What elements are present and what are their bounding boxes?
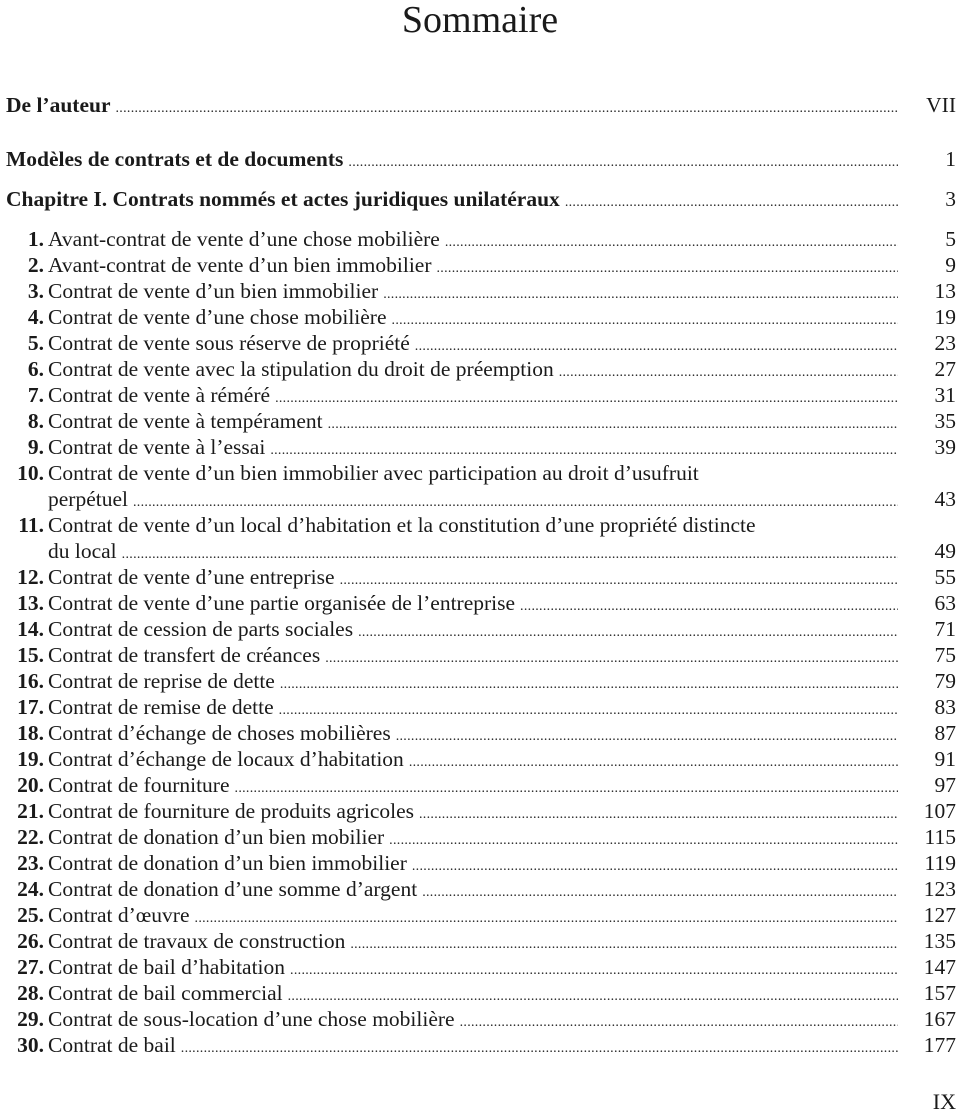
dot-leader: [565, 190, 898, 216]
toc-page-number: 39: [934, 435, 956, 459]
toc-page-number: 107: [923, 799, 956, 823]
toc-entry-title: Contrat d’œuvre: [48, 903, 190, 927]
toc-entry-number: 23.: [17, 851, 44, 875]
toc-entry[interactable]: [0, 564, 960, 590]
toc-entry[interactable]: [0, 902, 960, 928]
toc-entry-title: Contrat de vente avec la stipulation du droit de préemption: [48, 357, 554, 381]
toc-entry-number: 27.: [17, 955, 44, 979]
toc-section-models[interactable]: [0, 146, 960, 172]
toc-entry-title: Avant-contrat de vente d’un bien immobilier: [48, 253, 432, 277]
toc-entry[interactable]: [0, 642, 960, 668]
toc-entry-continuation[interactable]: [48, 486, 960, 512]
toc-entry[interactable]: [0, 1006, 960, 1032]
toc-entry-number: 28.: [17, 981, 44, 1005]
toc-page-number: 119: [924, 851, 956, 875]
toc-entry-title: Contrat de remise de dette: [48, 695, 274, 719]
toc-entry-number: 3.: [27, 279, 44, 303]
toc-entry[interactable]: [0, 252, 960, 278]
toc-entry[interactable]: [0, 382, 960, 408]
toc-entry-title: Avant-contrat de vente d’une chose mobilière: [48, 227, 440, 251]
toc-page-number: 97: [934, 773, 956, 797]
toc-page-number: 91: [934, 747, 956, 771]
toc-section-author[interactable]: [0, 92, 960, 118]
toc-page-number: 75: [934, 643, 956, 667]
toc-page-number: 27: [934, 357, 956, 381]
toc-entry-title: Contrat de vente à tempérament: [48, 409, 323, 433]
toc-entry[interactable]: [0, 772, 960, 798]
toc-entry[interactable]: [0, 824, 960, 850]
toc-page-number: 5: [945, 227, 956, 251]
toc-entry[interactable]: [0, 278, 960, 304]
toc-entry[interactable]: [0, 928, 960, 954]
toc-page-number: 19: [934, 305, 956, 329]
toc-page-number: 127: [923, 903, 956, 927]
toc-entry-title: Contrat de transfert de créances: [48, 643, 321, 667]
toc-entry[interactable]: [0, 668, 960, 694]
toc-entry-continuation[interactable]: [48, 538, 960, 564]
toc-entry-number: 16.: [17, 669, 44, 693]
toc-entry[interactable]: [0, 798, 960, 824]
toc-entry-number: 14.: [17, 617, 44, 641]
toc-entry-title: Contrat de travaux de construction: [48, 929, 346, 953]
toc-entry[interactable]: [0, 876, 960, 902]
toc-page-number: 87: [934, 721, 956, 745]
toc-entry-title: Contrat de donation d’un bien immobilier: [48, 851, 407, 875]
toc-entry-title: Contrat de vente d’une entreprise: [48, 565, 335, 589]
toc-entry-number: 5.: [27, 331, 44, 355]
toc-entry-title: Contrat de vente sous réserve de propriété: [48, 331, 410, 355]
toc-entry-number: 24.: [17, 877, 44, 901]
toc-entry[interactable]: [0, 590, 960, 616]
toc-entry[interactable]: [0, 356, 960, 382]
toc-entry[interactable]: [0, 850, 960, 876]
toc-entry-title: Contrat de cession de parts sociales: [48, 617, 354, 641]
toc-page-number: 115: [924, 825, 956, 849]
toc-page-number: 167: [923, 1007, 956, 1031]
toc-entry-number: 17.: [17, 695, 44, 719]
toc-entry-title: Contrat de vente à réméré: [48, 383, 271, 407]
toc-section-chapter-1[interactable]: [0, 186, 960, 212]
toc-entry-title: Contrat d’échange de choses mobilières: [48, 721, 391, 745]
toc-page-number: 3: [945, 187, 956, 211]
toc-entry[interactable]: [0, 304, 960, 330]
toc-entry[interactable]: [0, 616, 960, 642]
toc-entry-title: Contrat de vente d’une chose mobilière: [48, 305, 387, 329]
toc-entry-number: 26.: [17, 929, 44, 953]
toc-entry-number: 9.: [27, 435, 44, 459]
toc-entry-number: 21.: [17, 799, 44, 823]
toc-page-number: 23: [934, 331, 956, 355]
toc-entry-title: Contrat de vente d’une partie organisée de l’entreprise: [48, 591, 516, 615]
dot-leader: [348, 150, 898, 176]
toc-entry-title: Contrat de fourniture de produits agricoles: [48, 799, 414, 823]
toc-entry-number: 11.: [18, 513, 44, 537]
toc-page-number: 135: [923, 929, 956, 953]
toc-entry[interactable]: [0, 746, 960, 772]
toc-entry-number: 4.: [27, 305, 44, 329]
toc-entry-number: 2.: [27, 253, 44, 277]
toc-page-number: 83: [934, 695, 956, 719]
toc-entry[interactable]: [0, 720, 960, 746]
toc-section-label: Chapitre I. Contrats nommés et actes juridiques unilatéraux: [6, 187, 560, 211]
toc-entry[interactable]: [0, 1032, 960, 1058]
toc-entry-number: 22.: [17, 825, 44, 849]
toc-entry-title: du local: [48, 539, 117, 563]
toc-entry-number: 8.: [27, 409, 44, 433]
toc-page-number: 1: [945, 147, 956, 171]
toc-page-number: 35: [934, 409, 956, 433]
toc-page-number: 63: [934, 591, 956, 615]
toc-entry-number: 15.: [17, 643, 44, 667]
toc-page-number: 55: [934, 565, 956, 589]
toc-page-number: 79: [934, 669, 956, 693]
toc-entry-number: 20.: [17, 773, 44, 797]
toc-entry-number: 25.: [17, 903, 44, 927]
toc-section-label: Modèles de contrats et de documents: [6, 147, 344, 171]
toc-entry-number: 1.: [27, 227, 44, 251]
toc-entry-title: Contrat de fourniture: [48, 773, 230, 797]
toc-entry-title: Contrat de reprise de dette: [48, 669, 275, 693]
toc-page-number: 123: [923, 877, 956, 901]
toc-entry-title: Contrat de bail d’habitation: [48, 955, 286, 979]
toc-entry-number: 12.: [17, 565, 44, 589]
toc-page-number: 13: [934, 279, 956, 303]
toc-entry[interactable]: [0, 434, 960, 460]
toc-entry-title: Contrat d’échange de locaux d’habitation: [48, 747, 404, 771]
toc-entry-number: 10.: [17, 461, 44, 485]
toc-page-number: 31: [934, 383, 956, 407]
toc-entry-title: Contrat de donation d’une somme d’argent: [48, 877, 418, 901]
toc-entry[interactable]: [0, 226, 960, 252]
toc-entry-title: Contrat de bail: [48, 1033, 176, 1057]
toc-entry-number: 18.: [17, 721, 44, 745]
toc-page-number: 71: [934, 617, 956, 641]
toc-entry[interactable]: [0, 694, 960, 720]
page-number-footer: IX: [932, 1089, 956, 1114]
toc-entry-title: perpétuel: [48, 487, 128, 511]
page-title: Sommaire: [401, 0, 559, 41]
toc-page-number: 157: [923, 981, 956, 1005]
toc-entry[interactable]: [0, 408, 960, 434]
dot-leader: [116, 96, 899, 122]
toc-entry-title: Contrat de donation d’un bien mobilier: [48, 825, 385, 849]
toc-entry-number: 29.: [17, 1007, 44, 1031]
toc-page-number: 43: [934, 487, 956, 511]
toc-entry-title: Contrat de vente d’un bien immobilier: [48, 279, 379, 303]
toc-page-number: 9: [945, 253, 956, 277]
dot-leader: [181, 1036, 898, 1062]
toc-entry-number: 19.: [17, 747, 44, 771]
toc-page-number: VII: [926, 93, 956, 117]
toc-section-label: De l’auteur: [6, 93, 111, 117]
toc-entry[interactable]: [0, 980, 960, 1006]
toc-entry-number: 6.: [27, 357, 44, 381]
toc-entry-title: Contrat de vente à l’essai: [48, 435, 266, 459]
toc-entry[interactable]: [0, 954, 960, 980]
toc-entry-title-line1[interactable]: Contrat de vente d’un bien immobilier avec participation au droit d’usufruit: [48, 461, 699, 485]
toc-entry-title-line1[interactable]: Contrat de vente d’un local d’habitation et la constitution d’une propriété distincte: [48, 513, 756, 537]
toc-page-number: 49: [934, 539, 956, 563]
toc-page-number: 177: [923, 1033, 956, 1057]
toc-entry-number: 13.: [17, 591, 44, 615]
toc-entry[interactable]: [0, 330, 960, 356]
toc-entry-number: 30.: [17, 1033, 44, 1057]
toc-entry-number: 7.: [27, 383, 44, 407]
toc-entry-title: Contrat de bail commercial: [48, 981, 283, 1005]
toc-entry-title: Contrat de sous-location d’une chose mobilière: [48, 1007, 455, 1031]
toc-page-number: 147: [923, 955, 956, 979]
